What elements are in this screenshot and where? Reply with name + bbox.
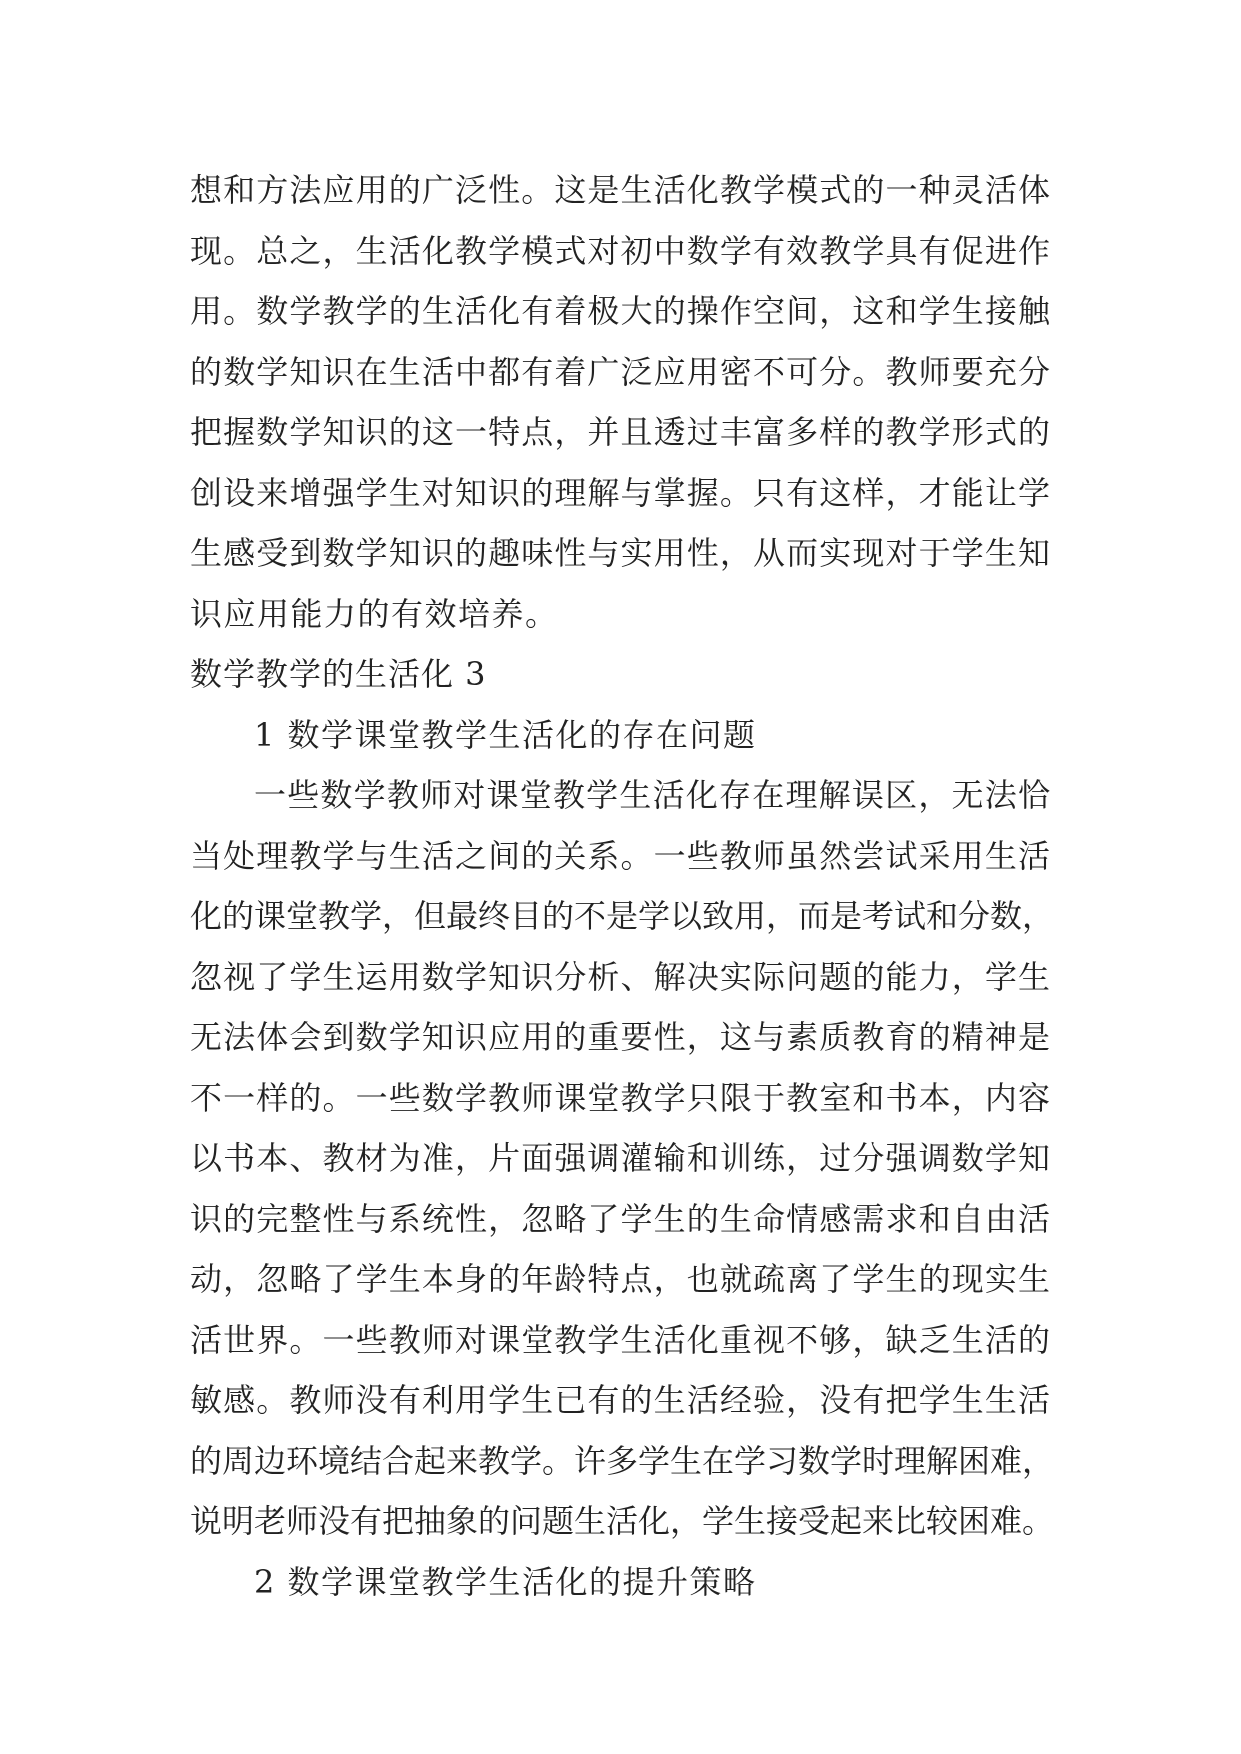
document-body — [190, 160, 1055, 1612]
paragraph-line: 的数学知识在生活中都有着广泛应用密不可分。教师要充分 — [190, 352, 1050, 391]
paragraph-line: 不一样的。一些数学教师课堂教学只限于教室和书本，内容 — [190, 1078, 1050, 1117]
paragraph-line: 生感受到数学知识的趣味性与实用性，从而实现对于学生知 — [190, 534, 1050, 572]
paragraph-line: 说明老师没有把抽象的问题生活化，学生接受起来比较困难。 — [190, 1502, 1055, 1540]
paragraph-line: 以书本、教材为准，片面强调灌输和训练，过分强调数学知 — [190, 1139, 1050, 1177]
subsection-heading: 2 数学课堂教学生活化的提升策略 — [254, 1562, 757, 1601]
paragraph-line: 化的课堂教学，但最终目的不是学以致用，而是考试和分数， — [190, 897, 1055, 935]
paragraph-line: 识应用能力的有效培养。 — [190, 594, 559, 633]
paragraph-line: 把握数学知识的这一特点，并且透过丰富多样的教学形式的 — [190, 413, 1050, 451]
paragraph-line: 一些数学教师对课堂教学生活化存在理解误区，无法恰 — [254, 776, 1050, 814]
paragraph-line: 无法体会到数学知识应用的重要性，这与素质教育的精神是 — [190, 1018, 1050, 1056]
paragraph-line: 创设来增强学生对知识的理解与掌握。只有这样，才能让学 — [190, 473, 1050, 512]
paragraph-line: 想和方法应用的广泛性。这是生活化教学模式的一种灵活体 — [190, 171, 1050, 209]
paragraph-line: 忽视了学生运用数学知识分析、解决实际问题的能力，学生 — [190, 957, 1050, 996]
paragraph-line: 用。数学教学的生活化有着极大的操作空间，这和学生接触 — [190, 292, 1050, 330]
paragraph-line: 的周边环境结合起来教学。许多学生在学习数学时理解困难， — [190, 1441, 1055, 1480]
paragraph-line: 当处理教学与生活之间的关系。一些教师虽然尝试采用生活 — [190, 836, 1050, 875]
paragraph-line: 现。总之，生活化教学模式对初中数学有效教学具有促进作 — [190, 231, 1050, 270]
subsection-heading: 1 数学课堂教学生活化的存在问题 — [254, 715, 757, 754]
paragraph-line: 动，忽略了学生本身的年龄特点，也就疏离了学生的现实生 — [190, 1260, 1050, 1298]
section-heading: 数学教学的生活化 3 — [190, 655, 487, 693]
paragraph-line: 识的完整性与系统性，忽略了学生的生命情感需求和自由活 — [190, 1199, 1050, 1238]
paragraph-line: 活世界。一些教师对课堂教学生活化重视不够，缺乏生活的 — [190, 1320, 1050, 1359]
paragraph-line: 敏感。教师没有利用学生已有的生活经验，没有把学生生活 — [190, 1381, 1050, 1419]
